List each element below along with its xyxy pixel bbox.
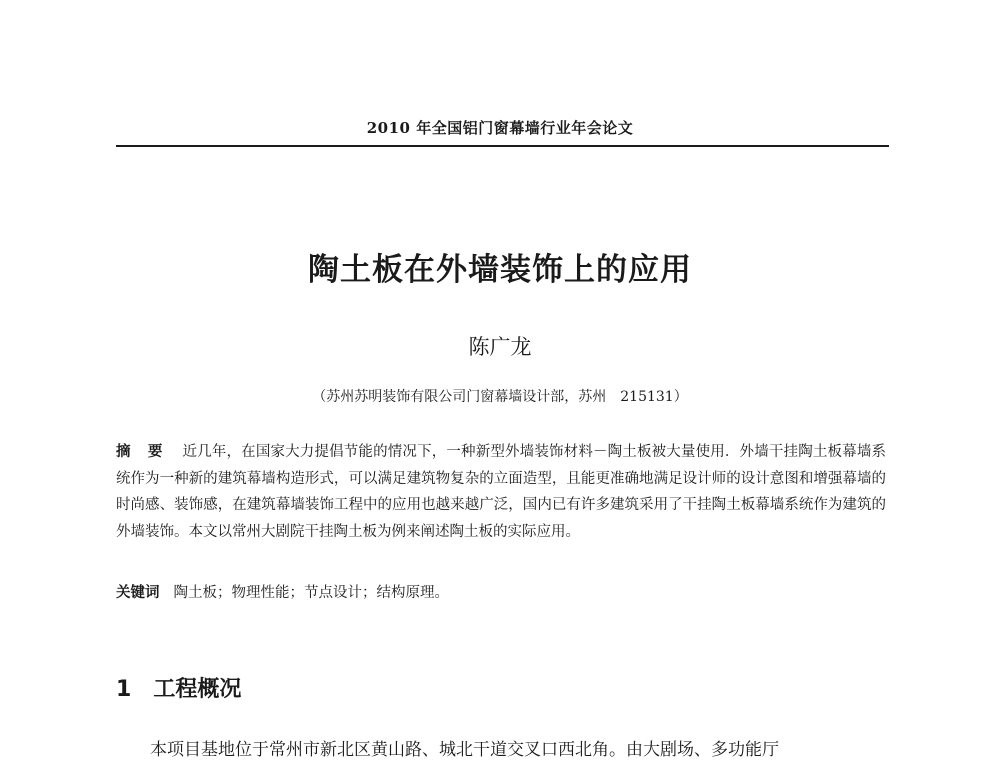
keywords <box>116 580 886 606</box>
section-number: 1 <box>116 677 132 702</box>
author-affiliation: （苏州苏明装饰有限公司门窗幕墙设计部，苏州 215131） <box>312 389 688 405</box>
keywords-text: 陶土板；物理性能；节点设计；结构原理。 <box>173 585 449 601</box>
abstract-label: 摘 要 <box>116 443 169 460</box>
keywords-label: 关键词 <box>116 584 160 601</box>
abstract-text: 近几年，在国家大力提倡节能的情况下，一种新型外墙装饰材料－陶土板被大量使用．外墙干挂陶土板幕墙系统作为一种新的建筑幕墙构造形式，可以满足建筑物复杂的立面造型，且能更准确地满足设计师的设计意图和增强幕墙的时尚感、装饰感，在建筑幕墙装饰工程中的应用也越来越广泛，国内已有许多建筑采用了干挂陶土板幕墙系统作为建筑的外墙装饰。本文以常州大剧院干挂陶土板为例来阐述陶土板的实际应用。 <box>116 444 886 540</box>
section-title: 工程概况 <box>153 677 242 702</box>
abstract <box>116 439 886 545</box>
body-paragraph: 本项目基地位于常州市新北区黄山路、城北干道交叉口西北角。由大剧场、多功能厅 <box>150 740 779 760</box>
running-header: 2010 年全国铝门窗幕墙行业年会论文 <box>366 119 634 137</box>
header-rule <box>116 145 889 147</box>
section-heading <box>116 672 241 703</box>
author-name: 陈广龙 <box>468 335 532 359</box>
article-title: 陶土板在外墙装饰上的应用 <box>308 252 692 288</box>
